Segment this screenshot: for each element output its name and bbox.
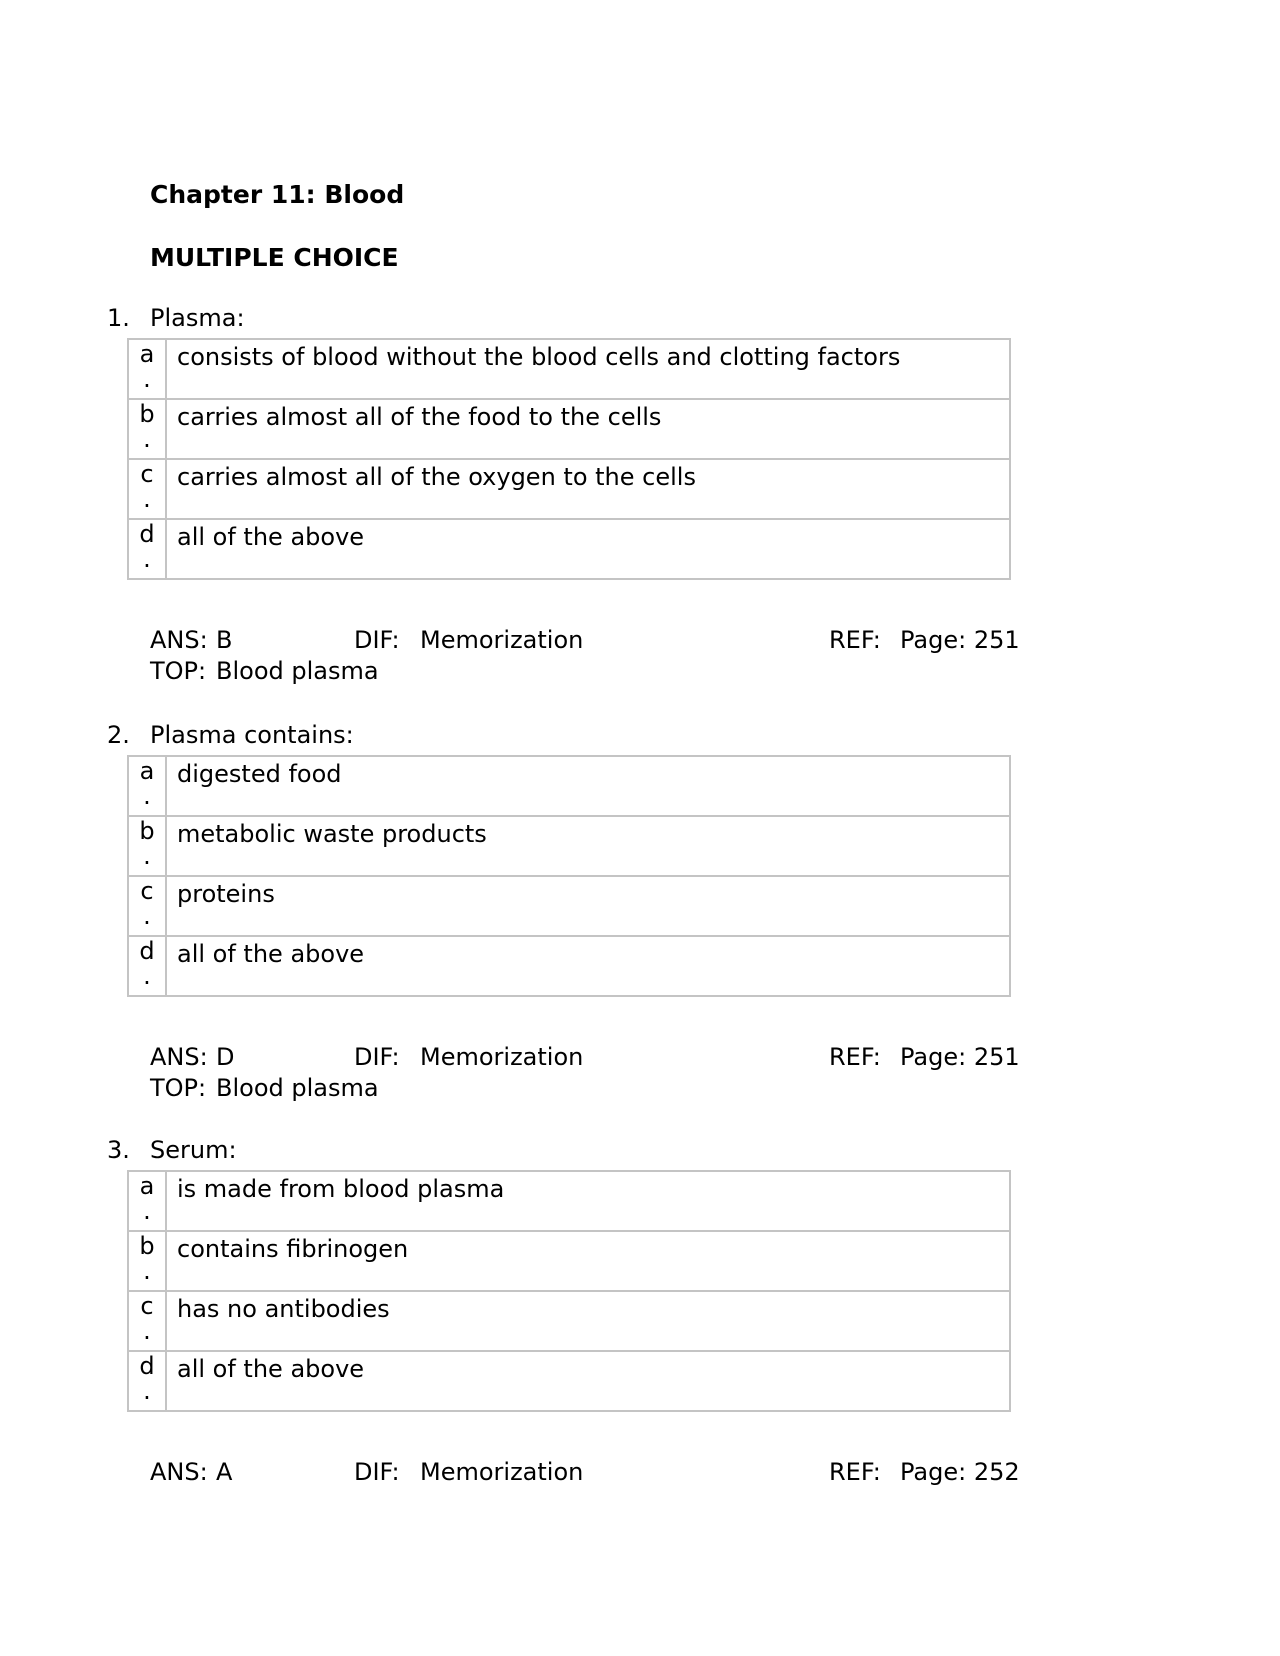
choice-letter-dot: . [143,1377,151,1405]
choices-table [127,1170,1011,1412]
choice-letter-dot: . [143,1317,151,1345]
choice-row [128,936,1010,996]
question-number: 3. [107,1136,130,1164]
section-title: MULTIPLE CHOICE [150,243,399,272]
choice-letter-cell [128,459,166,519]
ans-label: ANS: [150,1043,208,1071]
ans-value: B [216,626,233,654]
dif-label: DIF: [354,626,400,654]
choice-letter-cell [128,816,166,876]
choice-text: all of the above [166,1351,1010,1411]
choice-text: carries almost all of the food to the cells [166,399,1010,459]
question-text: Plasma: [150,304,245,332]
choice-letter-cell [128,1171,166,1231]
choice-text: digested food [166,756,1010,816]
choice-letter: d [139,1352,155,1380]
choice-text: has no antibodies [166,1291,1010,1351]
choice-letter-cell [128,1291,166,1351]
choice-letter-dot: . [143,1197,151,1225]
choice-letter: c [140,1292,154,1320]
choice-text: carries almost all of the oxygen to the cells [166,459,1010,519]
choice-letter-dot: . [143,545,151,573]
choice-text: proteins [166,876,1010,936]
choice-row [128,519,1010,579]
choice-letter: c [140,460,154,488]
ans-label: ANS: [150,626,208,654]
choice-letter-cell [128,936,166,996]
choice-row [128,1351,1010,1411]
dif-label: DIF: [354,1043,400,1071]
metadata-row [0,1042,1280,1073]
choice-letter-dot: . [143,365,151,393]
choice-letter-dot: . [143,485,151,513]
choice-row [128,1291,1010,1351]
choice-letter-cell [128,876,166,936]
choice-letter: b [139,1232,155,1260]
choice-letter-cell [128,339,166,399]
choice-letter-cell [128,399,166,459]
choice-row [128,1231,1010,1291]
metadata-row [0,656,1280,687]
choice-letter-dot: . [143,842,151,870]
question-text: Serum: [150,1136,237,1164]
choice-letter: a [139,1172,155,1200]
metadata-row [0,625,1280,656]
choice-text: all of the above [166,936,1010,996]
answer-metadata [0,1042,1280,1104]
choices-table [127,338,1011,580]
choice-letter: a [139,757,155,785]
choice-letter-dot: . [143,425,151,453]
choice-row [128,876,1010,936]
choice-letter-cell [128,756,166,816]
top-value: Blood plasma [216,657,379,685]
question-number: 1. [107,304,130,332]
choice-letter: d [139,520,155,548]
ref-value: Page: 251 [900,626,1020,654]
ref-label: REF: [829,1458,881,1486]
question-text: Plasma contains: [150,721,354,749]
ref-value: Page: 251 [900,1043,1020,1071]
top-value: Blood plasma [216,1074,379,1102]
choice-letter: a [139,340,155,368]
choice-letter: c [140,877,154,905]
metadata-row [0,1073,1280,1104]
choice-text: consists of blood without the blood cells and clotting factors [166,339,1010,399]
choice-text: contains fibrinogen [166,1231,1010,1291]
dif-value: Memorization [420,1043,584,1071]
ans-value: D [216,1043,235,1071]
answer-metadata [0,1457,1280,1488]
ans-label: ANS: [150,1458,208,1486]
metadata-row [0,1457,1280,1488]
choice-row [128,459,1010,519]
top-label: TOP: [150,1074,207,1102]
choice-row [128,1171,1010,1231]
choice-letter-cell [128,519,166,579]
ref-value: Page: 252 [900,1458,1020,1486]
dif-label: DIF: [354,1458,400,1486]
dif-value: Memorization [420,626,584,654]
choice-letter-dot: . [143,782,151,810]
choices-table [127,755,1011,997]
ans-value: A [216,1458,233,1486]
choice-row [128,339,1010,399]
choice-letter-cell [128,1231,166,1291]
choice-row [128,816,1010,876]
ref-label: REF: [829,1043,881,1071]
choice-letter-cell [128,1351,166,1411]
chapter-title: Chapter 11: Blood [150,180,405,209]
top-label: TOP: [150,657,207,685]
dif-value: Memorization [420,1458,584,1486]
choice-letter: b [139,400,155,428]
choice-text: is made from blood plasma [166,1171,1010,1231]
choice-letter-dot: . [143,902,151,930]
choice-letter-dot: . [143,1257,151,1285]
question-number: 2. [107,721,130,749]
answer-metadata [0,625,1280,687]
choice-text: metabolic waste products [166,816,1010,876]
choice-letter: b [139,817,155,845]
choice-row [128,756,1010,816]
ref-label: REF: [829,626,881,654]
choice-letter: d [139,937,155,965]
choice-row [128,399,1010,459]
choice-text: all of the above [166,519,1010,579]
choice-letter-dot: . [143,962,151,990]
